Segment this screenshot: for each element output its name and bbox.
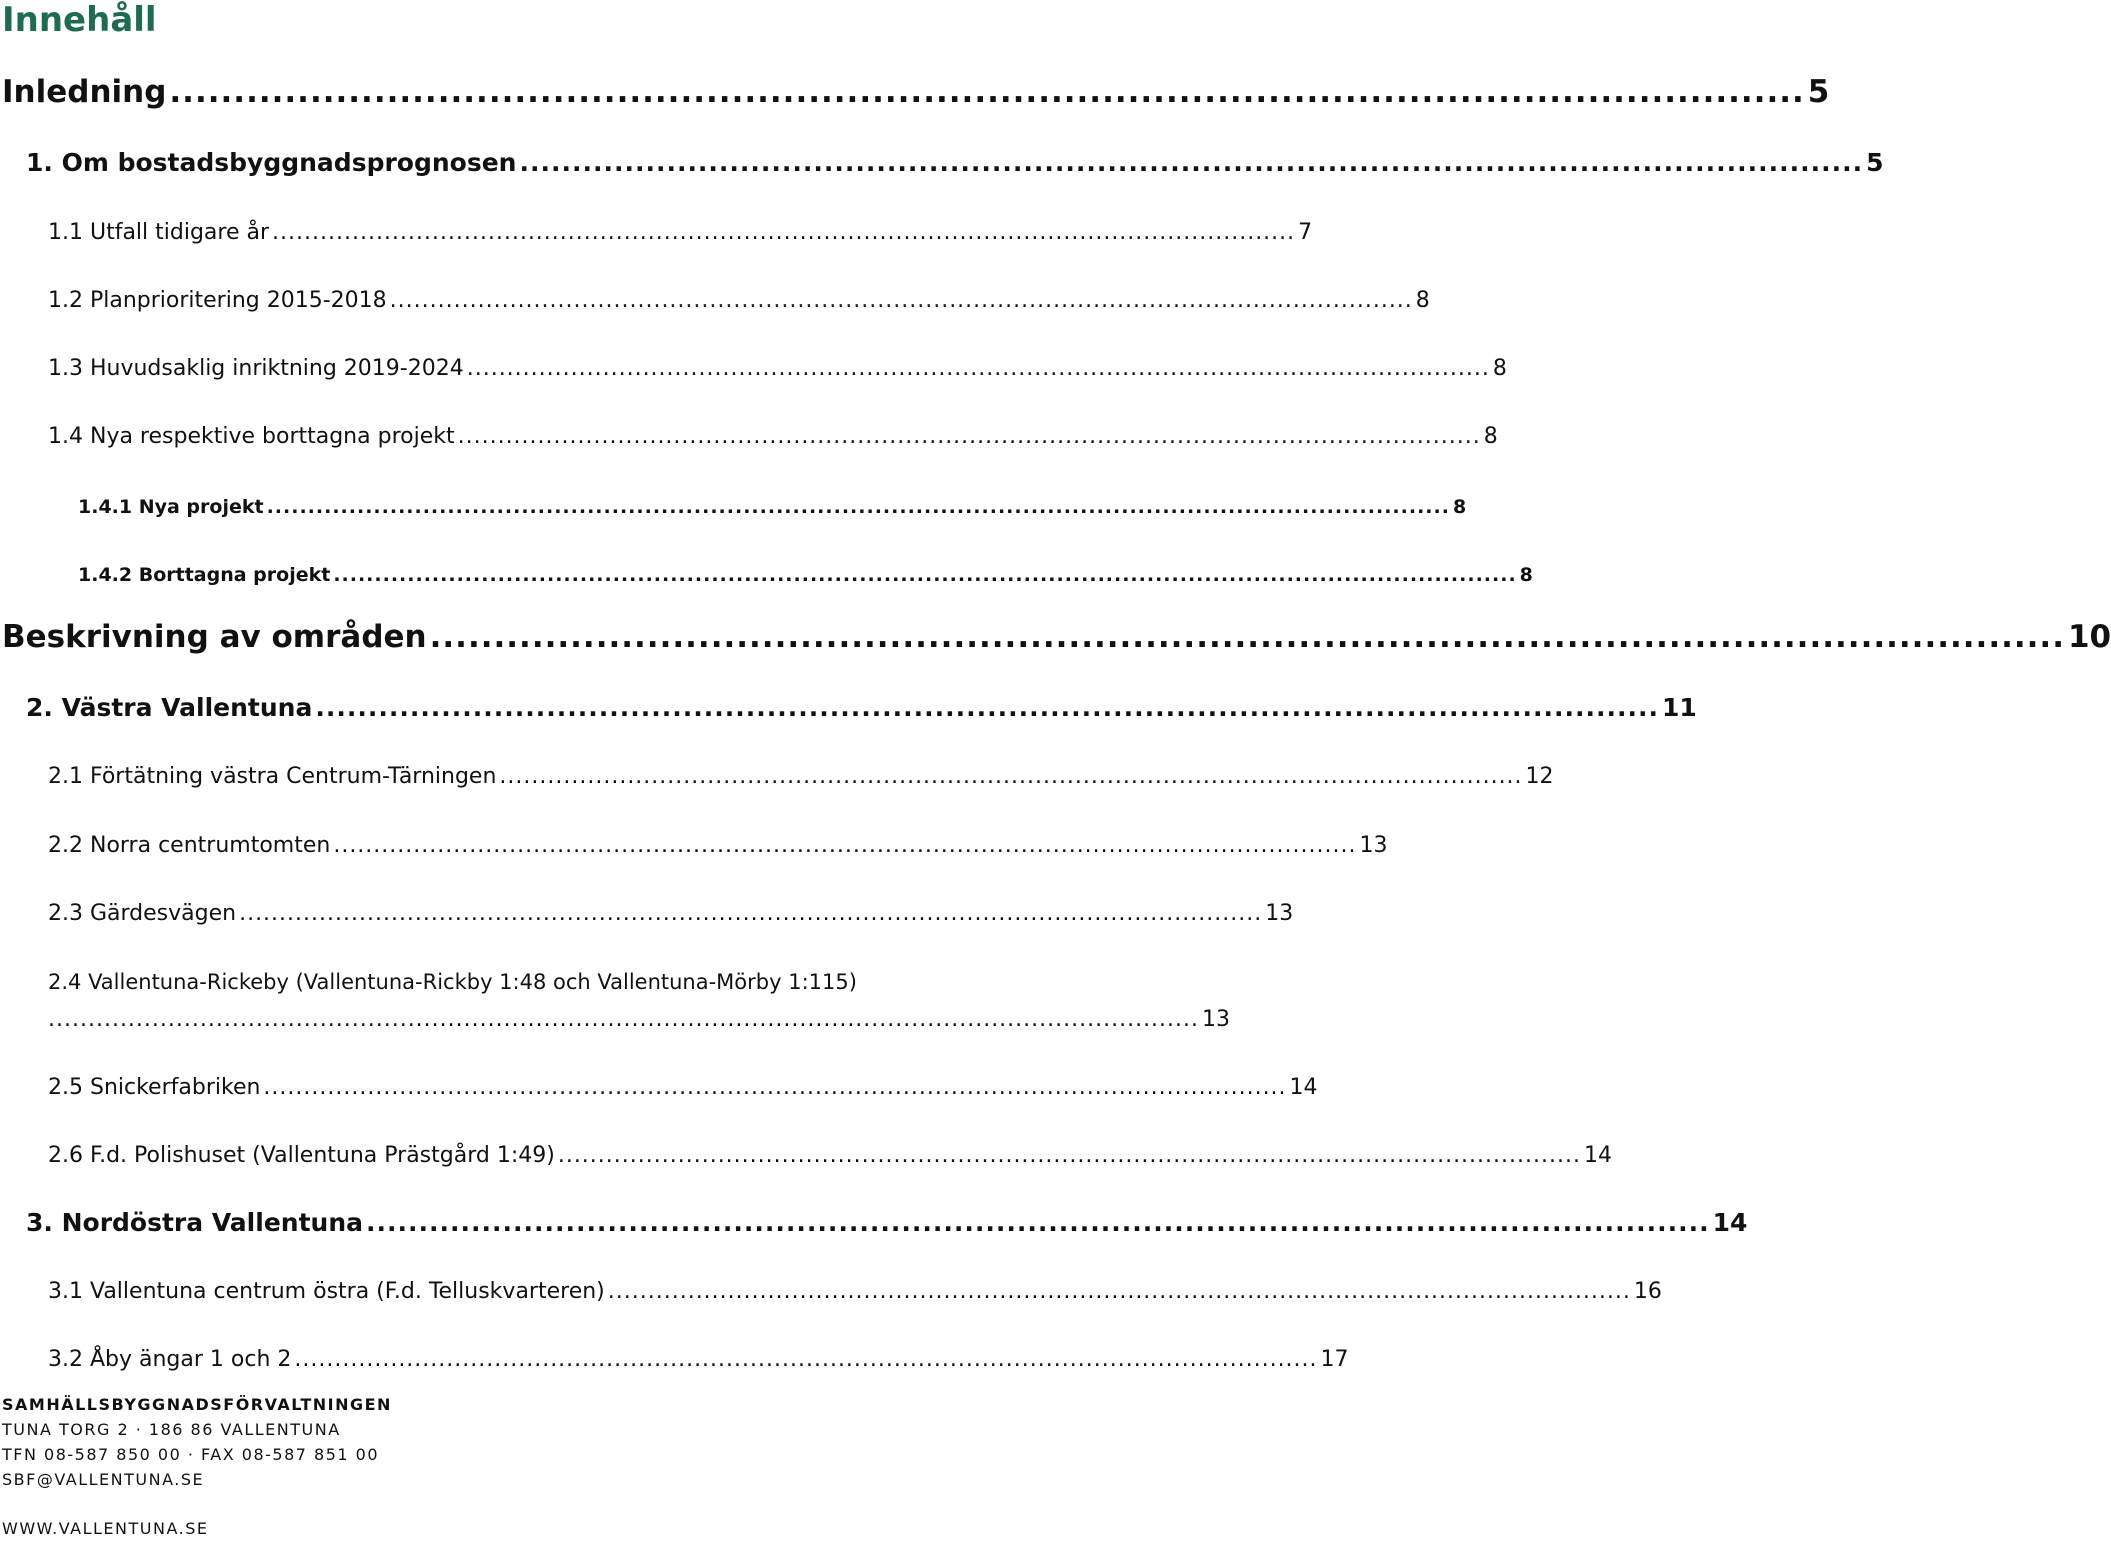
footer-web[interactable]: WWW.VALLENTUNA.SE: [2, 1519, 209, 1538]
page-footer: [2, 1392, 392, 1538]
toc-entry-3-2[interactable]: [48, 1344, 1349, 1376]
toc-entry-label: 2.1 Förtätning västra Centrum-Tärningen: [48, 764, 497, 789]
toc-leader: ................................................................................................................................: [315, 693, 1659, 722]
toc-leader: ................................................................................................................................................: [333, 564, 1517, 586]
toc-leader: ................................................................................................................................: [169, 74, 1805, 110]
toc-entry-label: 2.3 Gärdesvägen: [48, 901, 237, 926]
toc-entry-page: 5: [1866, 148, 1884, 177]
toc-entry-label: 1.4.2 Borttagna projekt: [78, 564, 331, 586]
toc-entry-1-4-2[interactable]: [78, 560, 1533, 590]
toc-entry-2-4[interactable]: [48, 1004, 1231, 1036]
toc-leader: ................................................................................................................................: [607, 1279, 1631, 1304]
toc-leader: ................................................................................................................................: [466, 356, 1490, 381]
toc-leader: ................................................................................................................................: [263, 1075, 1287, 1100]
toc-entry-1-4-1[interactable]: [78, 492, 1467, 522]
toc-entry-label: 2. Västra Vallentuna: [26, 693, 313, 722]
toc-entry-page: 12: [1525, 764, 1554, 789]
toc-entry-page: 13: [1359, 833, 1388, 858]
toc-entry-page: 14: [1583, 1143, 1612, 1168]
toc-entry-1-1[interactable]: [48, 217, 1313, 249]
toc-entry-page: 8: [1452, 496, 1467, 518]
toc-entry-label: 1.4.1 Nya projekt: [78, 496, 264, 518]
toc-entry-1-4[interactable]: [48, 421, 1498, 453]
toc-leader: ................................................................................................................................: [366, 1208, 1710, 1237]
toc-leader: ................................................................................................................................: [499, 764, 1523, 789]
toc-entry-page: 8: [1492, 356, 1507, 381]
toc-entry-label: 1.4 Nya respektive borttagna projekt: [48, 424, 455, 449]
toc-entry-label: 3.1 Vallentuna centrum östra (F.d. Telluskvarteren): [48, 1279, 605, 1304]
toc-entry-label: 1.1 Utfall tidigare år: [48, 220, 270, 245]
toc-leader: ................................................................................................................................: [457, 424, 1481, 449]
toc-leader: ................................................................................................................................: [294, 1347, 1318, 1372]
toc-entry-page: 8: [1519, 564, 1533, 586]
toc-entry-page: 8: [1415, 288, 1430, 313]
toc-entry-label: 1.3 Huvudsaklig inriktning 2019-2024: [48, 356, 464, 381]
toc-entry-2-4-label[interactable]: 2.4 Vallentuna-Rickeby (Vallentuna-Rickby 1:48 och Vallentuna-Mörby 1:115): [48, 970, 857, 994]
toc-entry-label: 2.6 F.d. Polishuset (Vallentuna Prästgård 1:49): [48, 1143, 555, 1168]
toc-leader: ................................................................................................................................: [557, 1143, 1581, 1168]
toc-entry-2-5[interactable]: [48, 1072, 1318, 1104]
toc-entry-3[interactable]: [26, 1206, 1748, 1240]
toc-entry-2-6[interactable]: [48, 1140, 1612, 1172]
toc-entry-page: 14: [1289, 1075, 1318, 1100]
footer-phone-fax: TFN 08-587 850 00 · FAX 08-587 851 00: [2, 1445, 379, 1464]
toc-entry-2[interactable]: [26, 691, 1697, 725]
toc-entry-1-2[interactable]: [48, 285, 1430, 317]
toc-entry-page: 5: [1807, 74, 1830, 110]
toc-leader: ................................................................................................................................: [429, 619, 2065, 655]
toc-entry-page: 11: [1661, 693, 1697, 722]
toc-entry-beskrivning[interactable]: [2, 617, 2111, 657]
toc-leader: ................................................................................................................................: [272, 220, 1296, 245]
toc-title: Innehåll: [2, 0, 157, 40]
toc-entry-label: 3.2 Åby ängar 1 och 2: [48, 1347, 292, 1372]
toc-entry-1-3[interactable]: [48, 353, 1507, 385]
toc-entry-1[interactable]: [26, 146, 1884, 180]
toc-entry-2-3[interactable]: [48, 898, 1294, 930]
toc-entry-label: Beskrivning av områden: [2, 619, 427, 655]
toc-entry-page: 13: [1202, 1007, 1231, 1032]
toc-entry-label: Inledning: [2, 74, 167, 110]
toc-entry-page: 7: [1298, 220, 1313, 245]
toc-entry-page: 10: [2067, 619, 2111, 655]
footer-org: SAMHÄLLSBYGGNADSFÖRVALTNINGEN: [2, 1395, 392, 1414]
toc-entry-label: 1.2 Planprioritering 2015-2018: [48, 288, 387, 313]
toc-entry-page: 8: [1483, 424, 1498, 449]
toc-entry-page: 13: [1265, 901, 1294, 926]
toc-entry-label: 2.2 Norra centrumtomten: [48, 833, 331, 858]
toc-leader: ................................................................................................................................: [519, 148, 1864, 177]
toc-leader: ................................................................................................................................................: [266, 496, 1450, 518]
toc-entry-label: 2.5 Snickerfabriken: [48, 1075, 261, 1100]
toc-entry-label: 3. Nordöstra Vallentuna: [26, 1208, 363, 1237]
toc-leader: ................................................................................................................................: [333, 833, 1357, 858]
toc-entry-inledning[interactable]: [2, 72, 1830, 112]
toc-leader: ................................................................................................................................: [239, 901, 1263, 926]
toc-entry-label: 1. Om bostadsbyggnadsprognosen: [26, 148, 517, 177]
toc-entry-page: 14: [1712, 1208, 1748, 1237]
toc-entry-page: 17: [1320, 1347, 1349, 1372]
toc-leader: ................................................................................................................................................: [48, 1007, 1200, 1032]
toc-entry-2-1[interactable]: [48, 761, 1554, 793]
toc-entry-2-2[interactable]: [48, 830, 1388, 862]
toc-leader: ................................................................................................................................: [389, 288, 1413, 313]
toc-entry-3-1[interactable]: [48, 1276, 1662, 1308]
footer-address: TUNA TORG 2 · 186 86 VALLENTUNA: [2, 1420, 341, 1439]
footer-email[interactable]: SBF@VALLENTUNA.SE: [2, 1470, 205, 1489]
toc-entry-page: 16: [1633, 1279, 1662, 1304]
